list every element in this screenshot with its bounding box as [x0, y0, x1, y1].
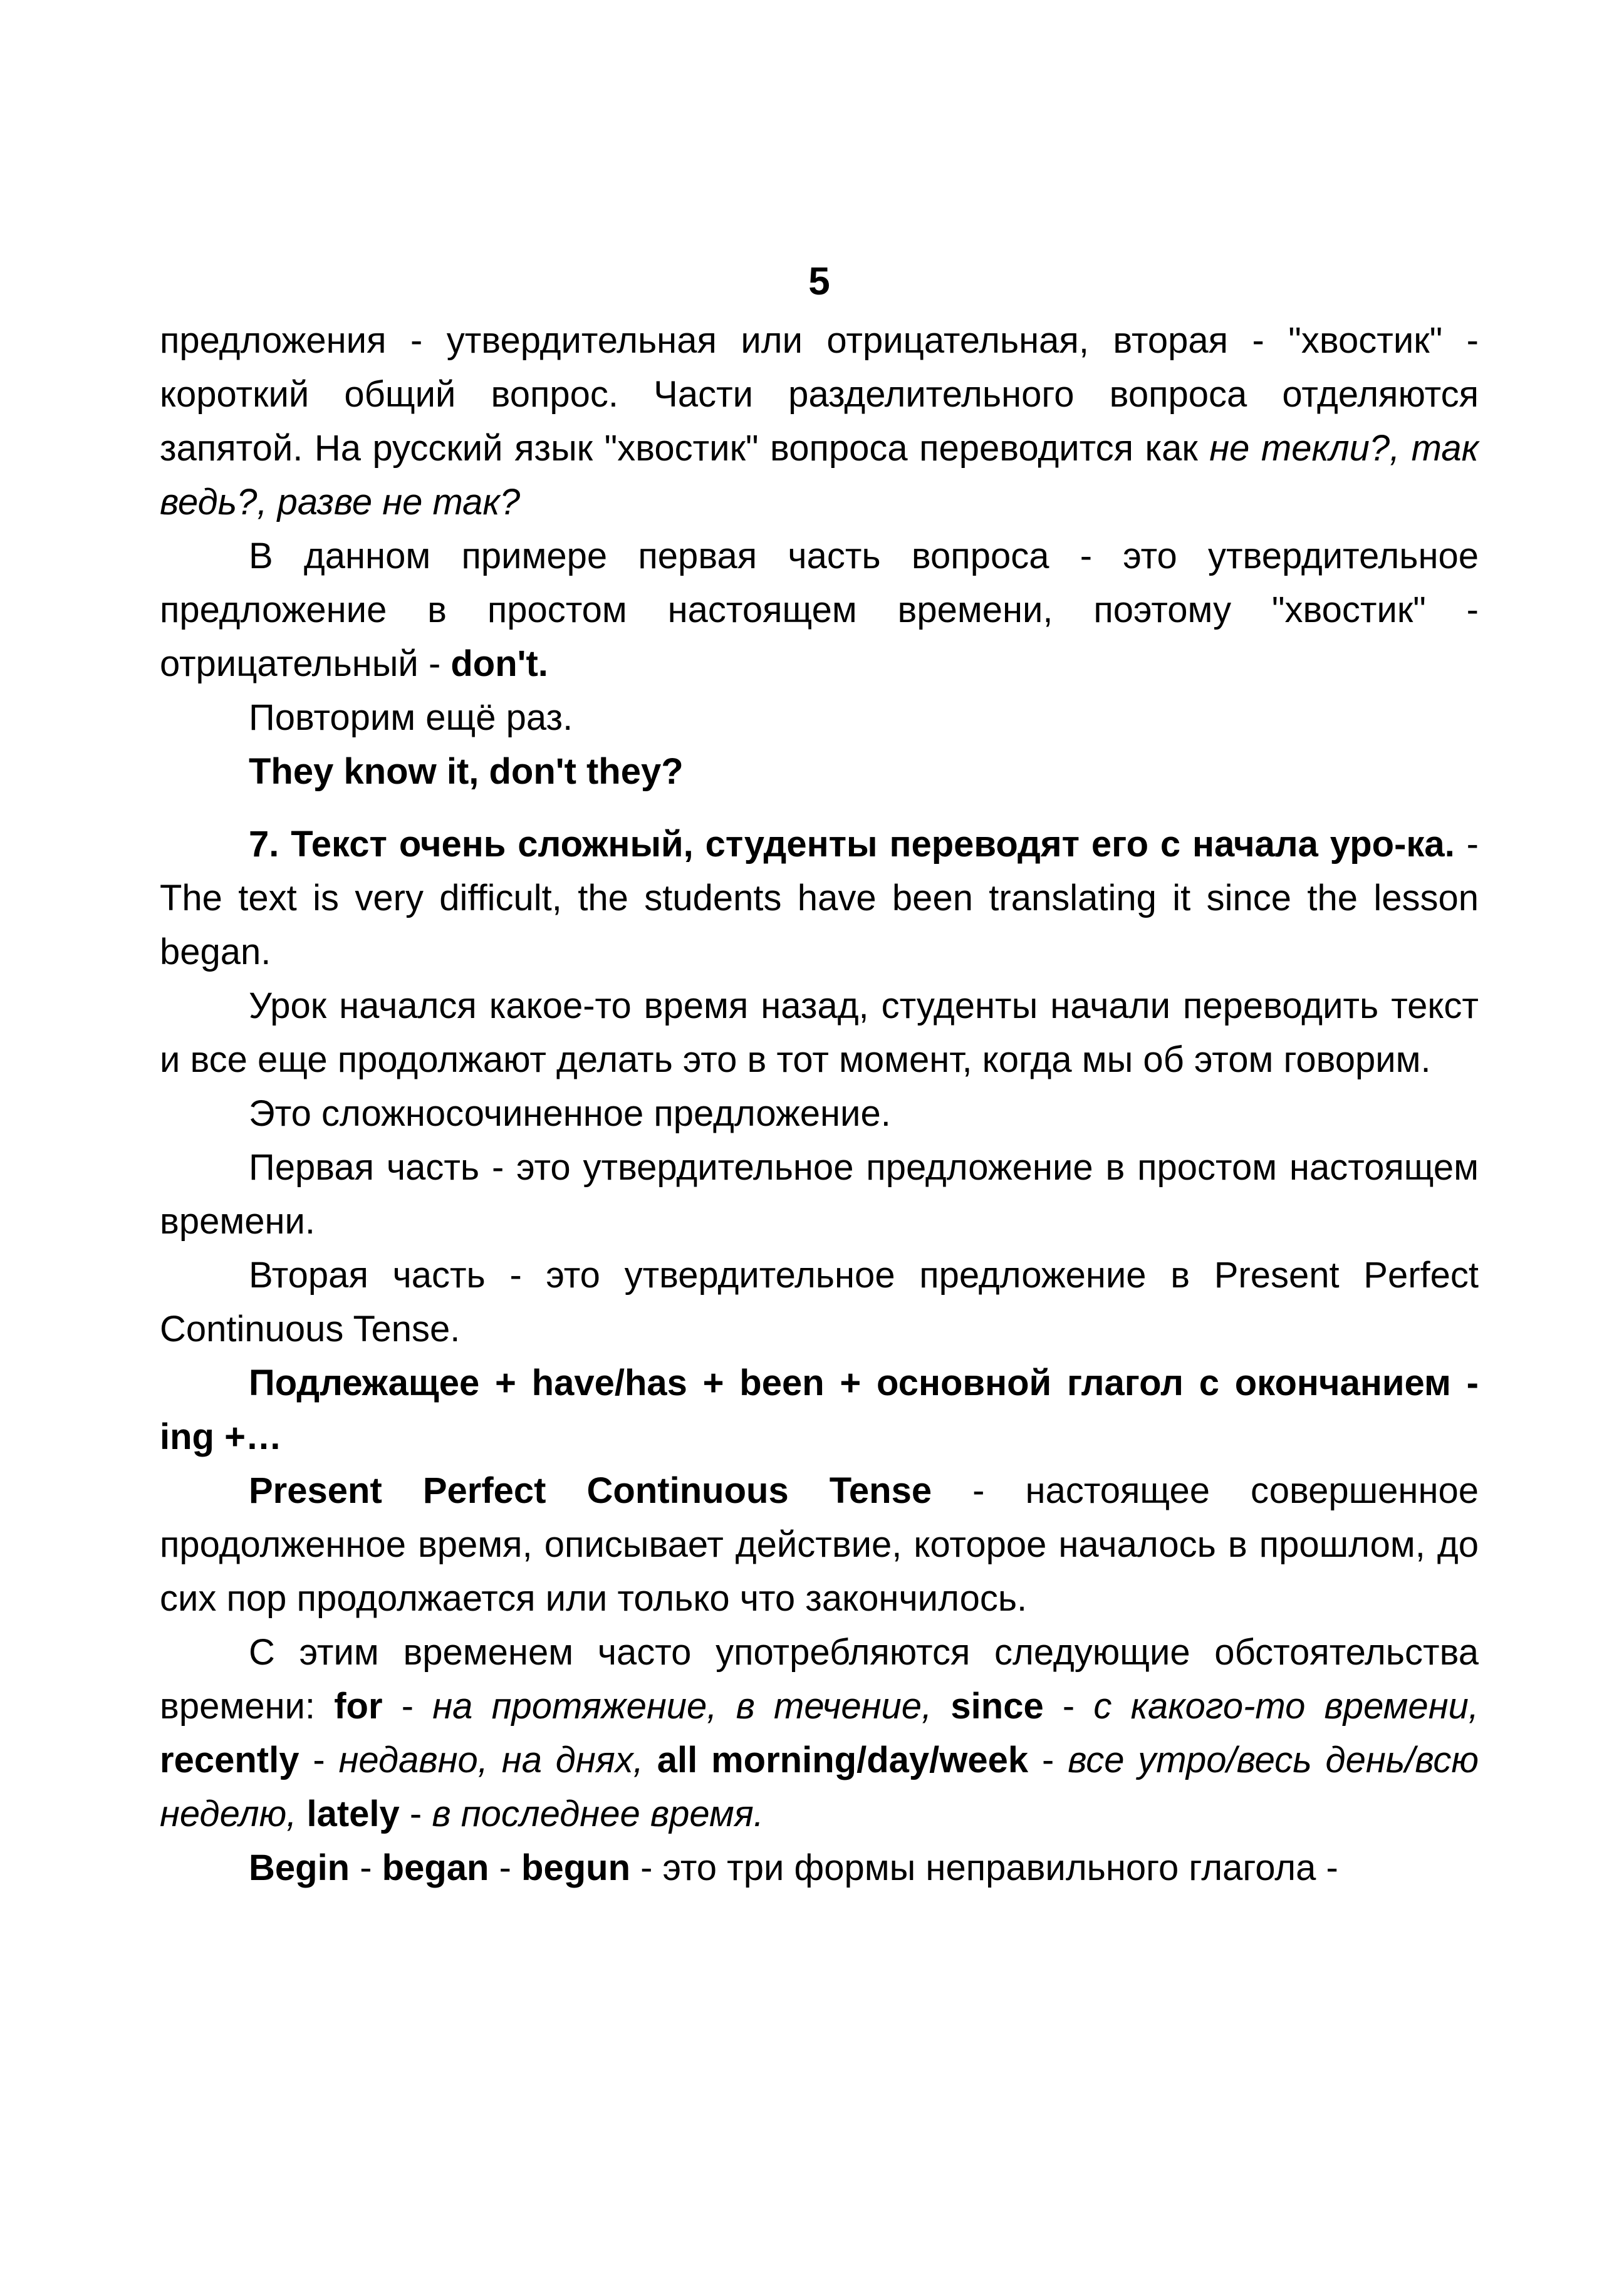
italic-translation: не текли?, так ведь?, разве не так?: [160, 428, 1479, 522]
italic-translation: на протяжение, в течение,: [432, 1686, 932, 1727]
text: - настоящее совершенное продолженное время, описывает действие, которое началось в прошлом, до сих пор продолжается или только что закончилось.: [160, 1470, 1479, 1619]
bold-word: lately: [306, 1794, 400, 1834]
translation: - The text is very difficult, the students have been translating it since the lesson began.: [160, 824, 1479, 972]
verb-forms: [160, 1841, 1479, 1895]
text: [296, 1794, 306, 1834]
paragraph-example-analysis: [160, 529, 1479, 691]
italic-translation: в последнее время.: [432, 1794, 764, 1834]
italic-translation: все утро/весь день/всю неделю,: [160, 1740, 1479, 1834]
bold-example: They know it, don't they?: [249, 751, 684, 792]
text: В данном примере первая часть вопроса - это утвердительное предложение в простом настоящем времени, поэтому "хвостик" - отрицательный -: [160, 536, 1479, 684]
bold-word: all morning/day/week: [657, 1740, 1029, 1780]
bold-term: don't.: [450, 643, 548, 684]
document-page: [160, 254, 1479, 1895]
paragraph-repeat: Повторим ещё раз.: [249, 697, 573, 738]
italic-translation: недавно, на днях,: [338, 1740, 643, 1780]
exercise-7: [160, 818, 1479, 979]
bold-verb: begun: [521, 1847, 631, 1888]
text: - это три формы неправильного глагола -: [630, 1847, 1338, 1888]
bold-verb: Begin: [249, 1847, 350, 1888]
text: -: [382, 1686, 433, 1727]
text: предложения - утвердительная или отрицательная, вторая - "хвостик" - короткий общий вопрос. Части разделительного вопроса отделяются запятой. На русский язык "хвостик" вопроса переводится как: [160, 320, 1479, 469]
exercise-heading: 7. Текст очень сложный, студенты переводят его с начала уро-ка.: [249, 824, 1455, 865]
text: -: [1043, 1686, 1094, 1727]
formula: [160, 1356, 1479, 1464]
tense-definition: [160, 1464, 1479, 1626]
paragraph-explanation: Урок начался какое-то время назад, студенты начали переводить текст и все еще продолжают делать это в тот момент, когда мы об этом говорим.: [160, 985, 1479, 1080]
text: [932, 1686, 950, 1727]
example-sentence: [160, 745, 1479, 799]
text: -: [1028, 1740, 1068, 1780]
paragraph-sentence-type: Это сложносочиненное предложение.: [249, 1093, 891, 1134]
italic-translation: с какого-то времени,: [1093, 1686, 1479, 1727]
text: -: [399, 1794, 432, 1834]
paragraph-first-part: Первая часть - это утвердительное предложение в простом настоящем времени.: [160, 1147, 1479, 1242]
paragraph-tag-question-explanation: [160, 314, 1479, 529]
time-expressions: [160, 1626, 1479, 1841]
page-number: 5: [808, 260, 830, 303]
bold-word: recently: [160, 1740, 299, 1780]
text: -: [489, 1847, 522, 1888]
bold-word: for: [334, 1686, 383, 1727]
text: [643, 1740, 657, 1780]
text: -: [299, 1740, 339, 1780]
text: -: [350, 1847, 382, 1888]
bold-tense-name: Present Perfect Continuous Tense: [249, 1470, 932, 1511]
bold-formula: Подлежащее + have/has + been + основной глагол с окончанием -ing +…: [160, 1363, 1479, 1457]
paragraph-second-part: Вторая часть - это утвердительное предложение в Present Perfect Continuous Tense.: [160, 1255, 1479, 1349]
bold-word: since: [950, 1686, 1044, 1727]
text: С этим временем часто употребляются следующие обстоятельства времени:: [160, 1632, 1479, 1727]
bold-verb: began: [382, 1847, 489, 1888]
